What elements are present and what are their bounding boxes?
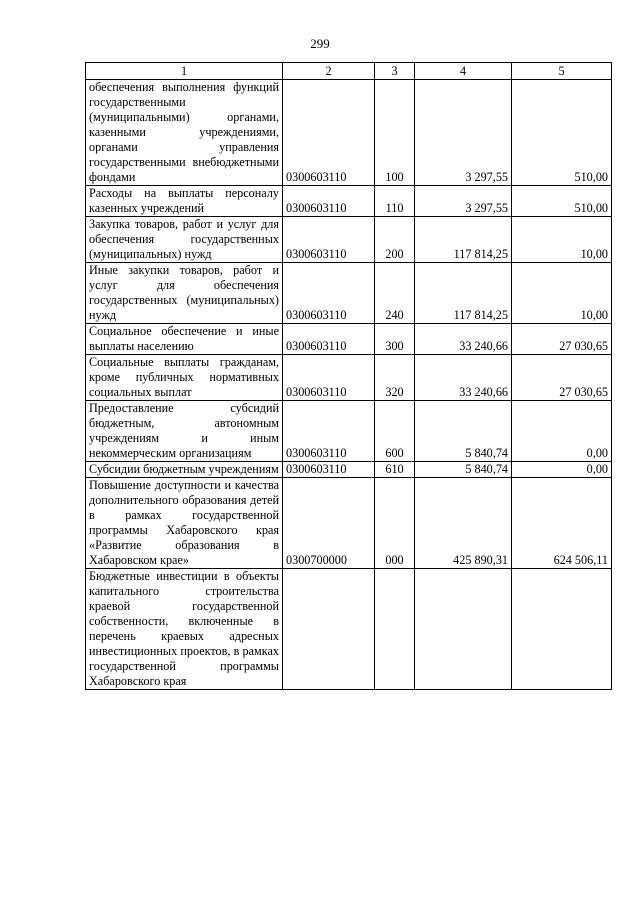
row-expense-type: 610 bbox=[375, 462, 415, 478]
row-target-code: 0300603110 bbox=[283, 324, 375, 355]
row-expense-type: 100 bbox=[375, 80, 415, 186]
table-header-row bbox=[86, 63, 612, 80]
row-expense-type bbox=[375, 569, 415, 690]
row-name: Повышение доступности и качества дополнительного образования детей в рамках государственной программы Хабаровского края «Развитие образования в Хабаровском крае» bbox=[86, 478, 283, 569]
row-expense-type: 240 bbox=[375, 263, 415, 324]
row-amount-1: 33 240,66 bbox=[415, 324, 512, 355]
row-amount-1 bbox=[415, 569, 512, 690]
row-target-code: 0300603110 bbox=[283, 217, 375, 263]
row-amount-1: 117 814,25 bbox=[415, 263, 512, 324]
row-expense-type: 110 bbox=[375, 186, 415, 217]
row-name: Субсидии бюджетным учреждениям bbox=[86, 462, 283, 478]
row-target-code: 0300603110 bbox=[283, 462, 375, 478]
row-amount-2: 510,00 bbox=[512, 186, 612, 217]
row-name: Социальные выплаты гражданам, кроме публичных нормативных социальных выплат bbox=[86, 355, 283, 401]
row-amount-2: 10,00 bbox=[512, 217, 612, 263]
row-name: Предоставление субсидий бюджетным, автономным учреждениям и иным некоммерческим организациям bbox=[86, 401, 283, 462]
row-amount-1: 3 297,55 bbox=[415, 80, 512, 186]
row-target-code: 0300603110 bbox=[283, 401, 375, 462]
row-amount-2: 27 030,65 bbox=[512, 355, 612, 401]
page-number: 299 bbox=[310, 36, 330, 51]
row-amount-2: 624 506,11 bbox=[512, 478, 612, 569]
row-amount-2: 0,00 bbox=[512, 462, 612, 478]
header-col-1: 1 bbox=[86, 63, 283, 80]
table-row bbox=[86, 186, 612, 217]
row-name: Социальное обеспечение и иные выплаты населению bbox=[86, 324, 283, 355]
row-target-code: 0300603110 bbox=[283, 80, 375, 186]
budget-table bbox=[85, 62, 612, 690]
row-amount-2: 27 030,65 bbox=[512, 324, 612, 355]
row-amount-1: 5 840,74 bbox=[415, 401, 512, 462]
table-row bbox=[86, 263, 612, 324]
table-row bbox=[86, 569, 612, 690]
row-target-code: 0300603110 bbox=[283, 355, 375, 401]
row-amount-1: 425 890,31 bbox=[415, 478, 512, 569]
header-col-4: 4 bbox=[415, 63, 512, 80]
row-expense-type: 200 bbox=[375, 217, 415, 263]
row-amount-2: 10,00 bbox=[512, 263, 612, 324]
table-row bbox=[86, 217, 612, 263]
table-row bbox=[86, 80, 612, 186]
row-amount-1: 3 297,55 bbox=[415, 186, 512, 217]
row-target-code: 0300603110 bbox=[283, 263, 375, 324]
table-row bbox=[86, 324, 612, 355]
row-expense-type: 600 bbox=[375, 401, 415, 462]
row-expense-type: 000 bbox=[375, 478, 415, 569]
header-col-2: 2 bbox=[283, 63, 375, 80]
table-row bbox=[86, 462, 612, 478]
row-target-code: 0300700000 bbox=[283, 478, 375, 569]
row-name: Бюджетные инвестиции в объекты капитального строительства краевой государственной собственности, включенные в перечень краевых адресных инвестиционных проектов, в рамках государственной программы Хабаровского края bbox=[86, 569, 283, 690]
row-target-code bbox=[283, 569, 375, 690]
header-col-5: 5 bbox=[512, 63, 612, 80]
table-row bbox=[86, 478, 612, 569]
row-amount-1: 5 840,74 bbox=[415, 462, 512, 478]
table-row bbox=[86, 355, 612, 401]
row-name: Иные закупки товаров, работ и услуг для обеспечения государственных (муниципальных) нужд bbox=[86, 263, 283, 324]
row-expense-type: 300 bbox=[375, 324, 415, 355]
row-name: обеспечения выполнения функций государственными (муниципальными) органами, казенными учреждениями, органами управления государственными внебюджетными фондами bbox=[86, 80, 283, 186]
row-amount-2 bbox=[512, 569, 612, 690]
row-target-code: 0300603110 bbox=[283, 186, 375, 217]
row-amount-1: 117 814,25 bbox=[415, 217, 512, 263]
row-amount-1: 33 240,66 bbox=[415, 355, 512, 401]
row-name: Расходы на выплаты персоналу казенных учреждений bbox=[86, 186, 283, 217]
table-row bbox=[86, 401, 612, 462]
row-amount-2: 510,00 bbox=[512, 80, 612, 186]
row-name: Закупка товаров, работ и услуг для обеспечения государственных (муниципальных) нужд bbox=[86, 217, 283, 263]
row-expense-type: 320 bbox=[375, 355, 415, 401]
header-col-3: 3 bbox=[375, 63, 415, 80]
row-amount-2: 0,00 bbox=[512, 401, 612, 462]
